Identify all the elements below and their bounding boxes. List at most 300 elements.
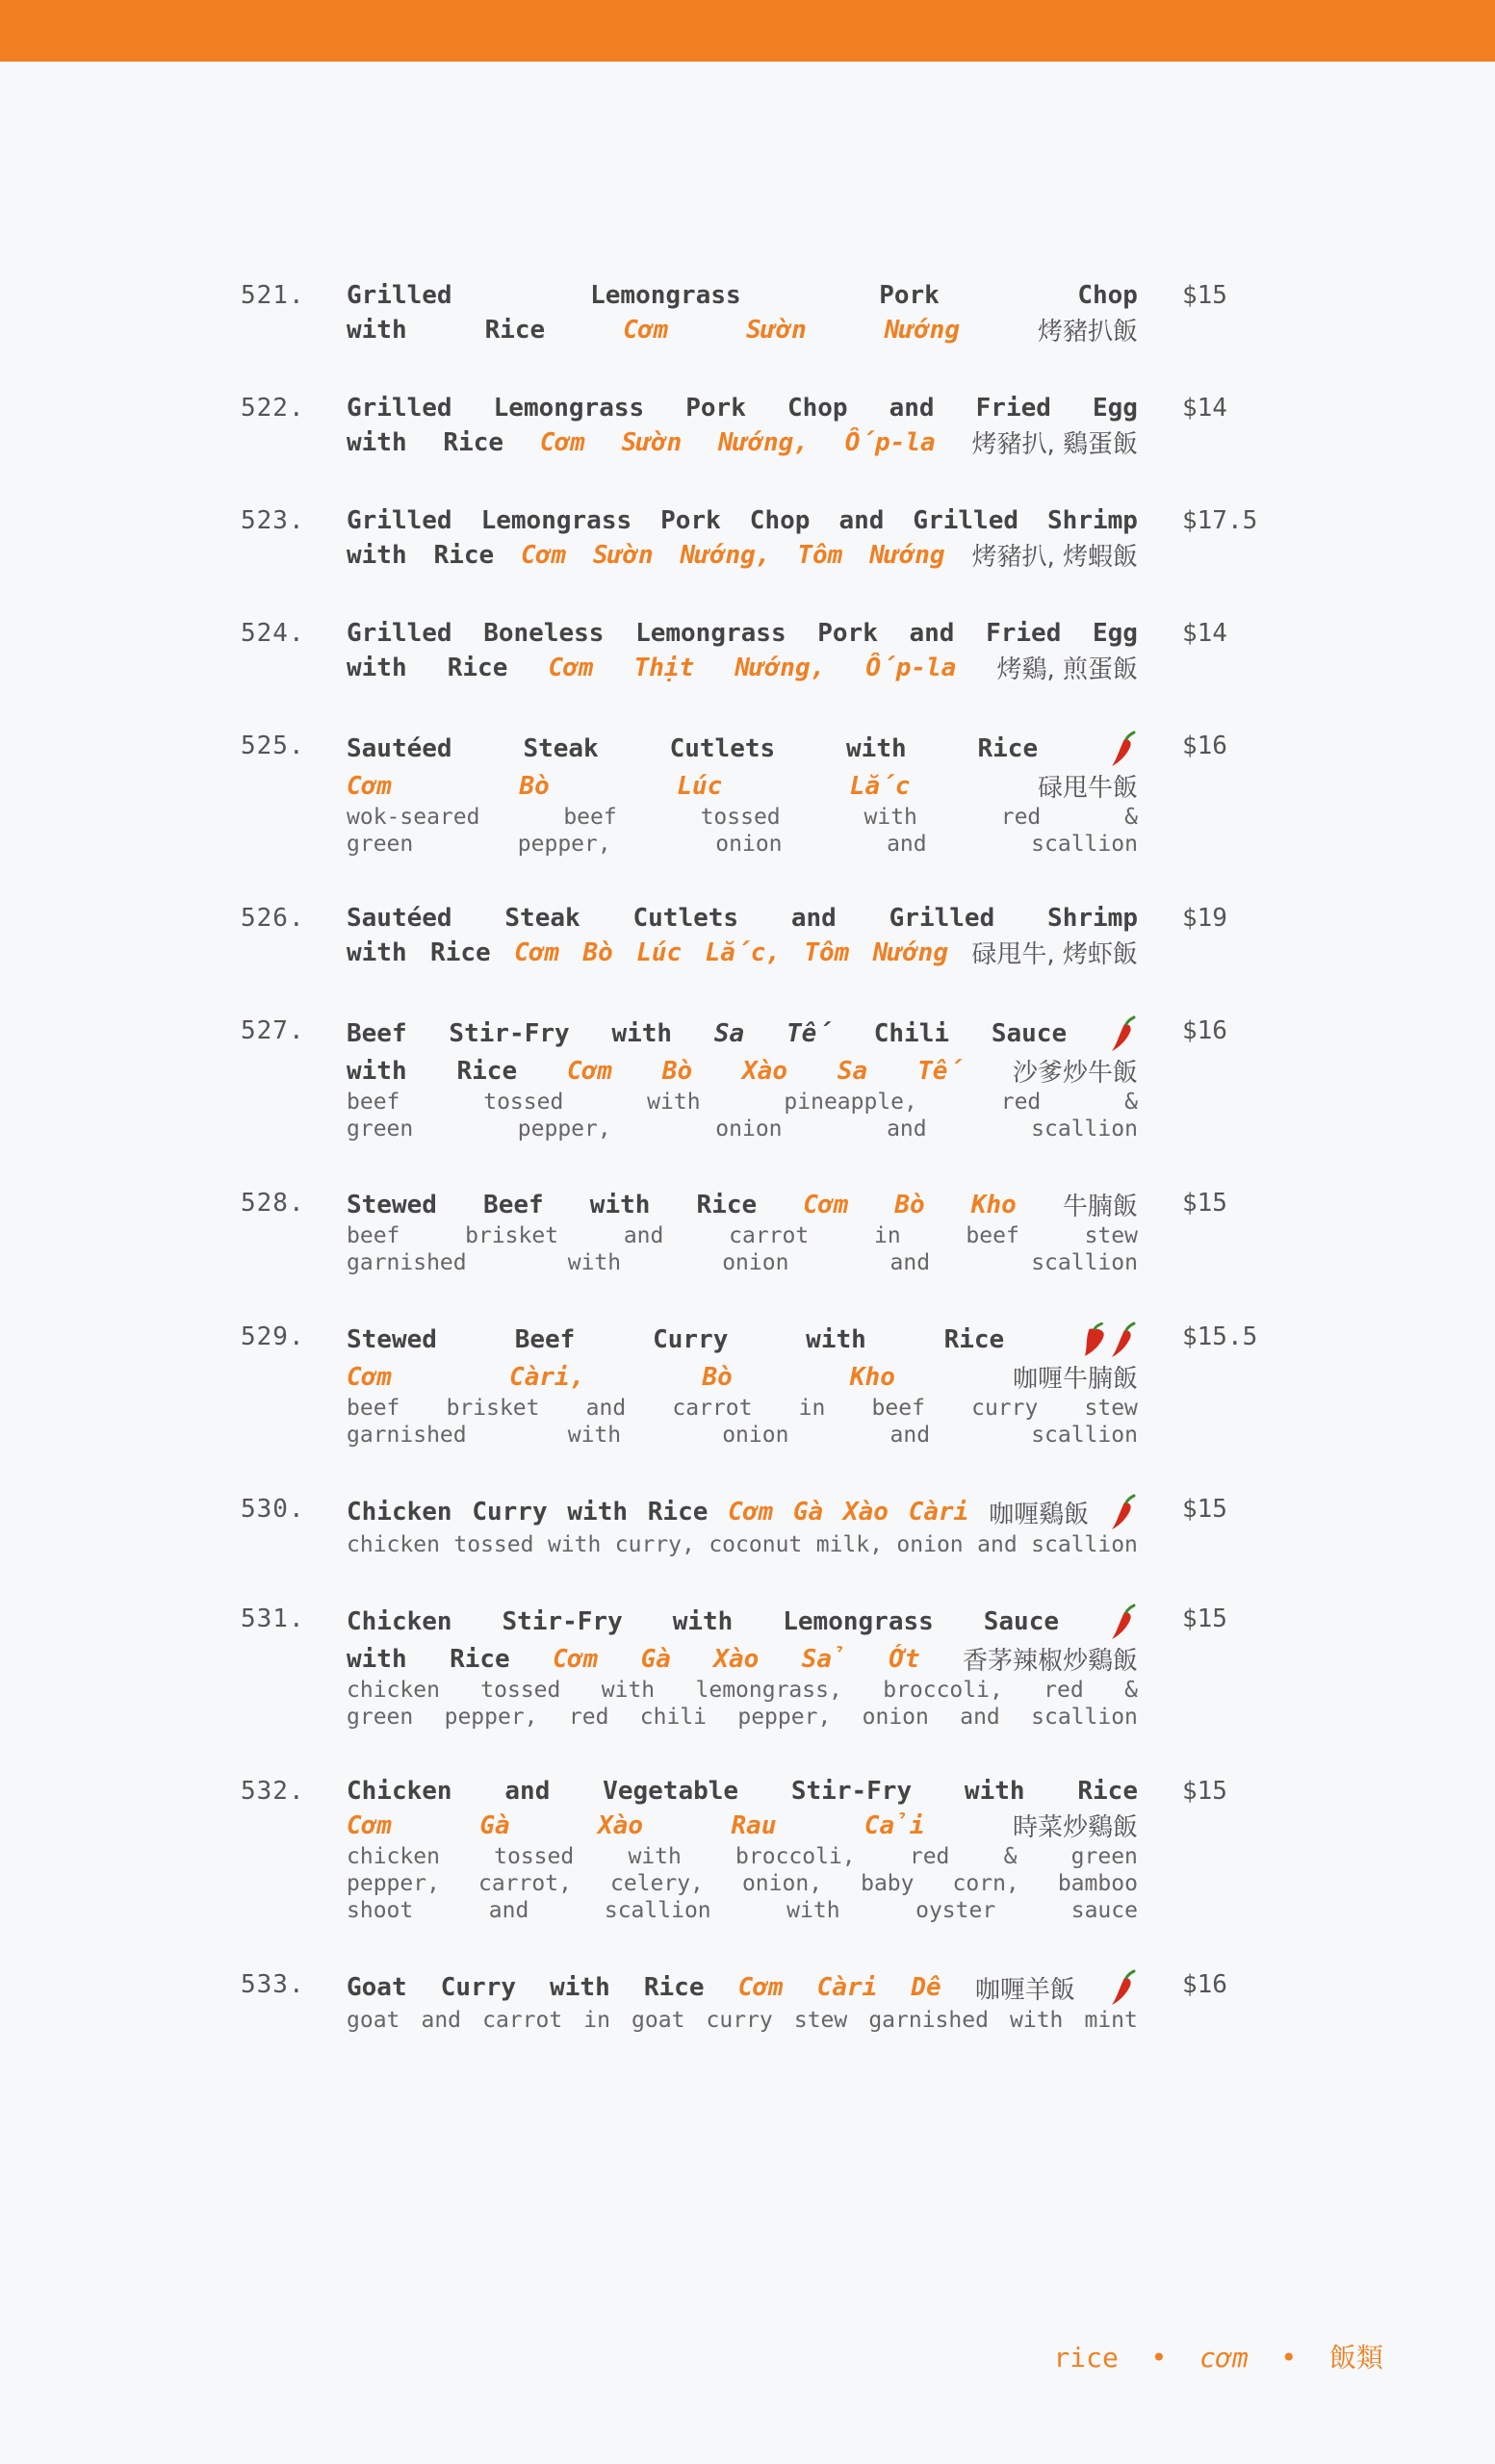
- chinese-name: 咖喱鷄飯: [989, 1500, 1090, 1529]
- item-number: 528.: [241, 1189, 305, 1218]
- english-name-word: Stir-Fry: [449, 1019, 570, 1048]
- chinese-name: 烤鷄, 煎蛋飯: [996, 655, 1138, 684]
- vietnamese-name-word: Càri: [816, 1973, 878, 2002]
- description-word: with: [1010, 2008, 1064, 2033]
- item-price: $15: [1182, 281, 1227, 310]
- description-word: and: [889, 1423, 931, 1448]
- footer-english: rice: [1053, 2342, 1119, 2374]
- description-line: [347, 1870, 1138, 1897]
- item-description: [347, 1843, 1138, 1924]
- description-word: and: [887, 832, 927, 857]
- item-title-line: [347, 537, 1138, 573]
- description-word: garnished: [868, 2008, 989, 2033]
- description-word: beef: [347, 1396, 400, 1421]
- item-body: [347, 279, 1138, 347]
- item-number: 525.: [241, 732, 305, 760]
- description-word: and: [488, 1898, 529, 1923]
- english-name-word: Stir-Fry: [502, 1607, 623, 1636]
- vietnamese-name-word: Cơm: [539, 427, 585, 457]
- english-name-word: Curry: [653, 1325, 729, 1354]
- vietnamese-name-word: Bò: [894, 1190, 925, 1219]
- vietnamese-name-word: Bò: [702, 1362, 733, 1392]
- description-word: scallion: [1031, 1532, 1138, 1557]
- item-title-line: [347, 617, 1138, 650]
- item-body: [347, 504, 1138, 573]
- vietnamese-name-word: Càri: [908, 1498, 969, 1527]
- menu-list: [0, 279, 1495, 2078]
- item-title-line: [347, 935, 1138, 970]
- english-name-word: Boneless: [483, 619, 605, 648]
- vietnamese-name-word: Tôm: [804, 937, 850, 967]
- description-word: stew: [793, 2008, 848, 2033]
- item-body: [347, 1968, 1138, 2034]
- description-word: tossed: [494, 1844, 575, 1869]
- item-title-line: [347, 279, 1138, 312]
- vietnamese-name-word: Rau: [731, 1810, 777, 1840]
- item-description: [347, 2007, 1138, 2034]
- description-word: green: [347, 1705, 414, 1730]
- vietnamese-name-word: Kho: [849, 1362, 895, 1392]
- english-name-word: Rice: [443, 427, 504, 457]
- english-name-word: with: [550, 1973, 610, 2002]
- chili-pepper-icon: [1109, 1321, 1138, 1359]
- vietnamese-name-word: Cơm: [803, 1190, 849, 1219]
- menu-item: [0, 392, 1495, 460]
- menu-item: [0, 730, 1495, 858]
- description-word: scallion: [604, 1898, 711, 1923]
- description-word: &: [1124, 1678, 1138, 1703]
- description-word: broccoli,: [883, 1678, 1003, 1703]
- english-name-word: with: [347, 1644, 407, 1674]
- description-word: onion: [896, 1532, 964, 1557]
- chinese-name: 咖喱牛腩飯: [1012, 1365, 1138, 1394]
- item-number: 532.: [241, 1777, 305, 1806]
- vietnamese-name-word: Cơm: [347, 1362, 392, 1392]
- description-word: chicken: [347, 1844, 440, 1869]
- description-line: [347, 831, 1138, 858]
- chili-icon: [1082, 1321, 1138, 1359]
- description-word: onion,: [741, 1871, 823, 1896]
- chinese-name: 碌甩牛飯: [1037, 774, 1138, 803]
- vietnamese-name-word: Lắc: [849, 771, 911, 801]
- description-word: &: [1124, 1090, 1138, 1115]
- english-name-word: with: [672, 1607, 734, 1636]
- description-line: [347, 1897, 1138, 1924]
- english-name-word: Sautéed: [347, 904, 452, 933]
- english-name-word: Rice: [647, 1498, 709, 1527]
- description-word: coconut: [709, 1532, 803, 1557]
- description-word: stew: [1084, 1223, 1138, 1248]
- top-accent-bar: [0, 0, 1495, 62]
- item-price: $15: [1182, 1777, 1227, 1806]
- description-word: onion: [722, 1250, 789, 1275]
- english-name-word: Tế: [786, 1019, 832, 1048]
- item-price: $14: [1182, 619, 1227, 648]
- menu-item: [0, 1493, 1495, 1558]
- english-name-word: Vegetable: [603, 1777, 739, 1806]
- english-name-word: Rice: [456, 1056, 518, 1086]
- description-word: beef: [563, 805, 617, 830]
- chinese-name: 烤豬扒, 鷄蛋飯: [971, 430, 1138, 459]
- vietnamese-name-word: Dê: [911, 1973, 941, 2002]
- item-description: [347, 1089, 1138, 1142]
- vietnamese-name-word: Nướng: [884, 315, 960, 345]
- vietnamese-name-word: Sa: [837, 1056, 868, 1086]
- english-name-word: Grilled: [347, 506, 452, 535]
- footer-chinese: 飯類: [1328, 2342, 1383, 2374]
- english-name-word: Chicken: [347, 1498, 452, 1527]
- english-name-word: Fried: [975, 394, 1051, 423]
- description-word: onion: [722, 1423, 789, 1448]
- description-line: [347, 1531, 1138, 1558]
- description-word: and: [977, 1532, 1018, 1557]
- description-word: carrot: [482, 2008, 563, 2033]
- description-word: broccoli,: [735, 1844, 856, 1869]
- english-name-word: Chicken: [347, 1777, 452, 1806]
- english-name-word: Stir-Fry: [790, 1777, 913, 1806]
- description-word: and: [421, 2008, 462, 2033]
- menu-item: [0, 617, 1495, 685]
- description-word: wok-seared: [347, 805, 480, 830]
- vietnamese-name-word: Nướng: [869, 540, 945, 570]
- description-word: corn,: [952, 1871, 1019, 1896]
- description-word: &: [1003, 1844, 1018, 1869]
- description-line: [347, 1422, 1138, 1449]
- vietnamese-name-word: Nướng,: [680, 540, 771, 570]
- item-title-line: [347, 650, 1138, 685]
- chinese-name: 時菜炒鷄飯: [1012, 1813, 1138, 1842]
- description-word: carrot: [729, 1223, 810, 1248]
- description-word: pepper,: [737, 1705, 832, 1730]
- description-word: red: [1044, 1678, 1084, 1703]
- item-title-line: [347, 902, 1138, 935]
- vietnamese-name-word: Gà: [479, 1810, 510, 1840]
- vietnamese-name-word: Cơm: [567, 1056, 612, 1086]
- description-word: with: [786, 1898, 840, 1923]
- english-name-word: Pork: [660, 506, 721, 535]
- description-word: curry: [706, 2008, 773, 2033]
- vietnamese-name-word: Nướng,: [735, 653, 826, 682]
- item-number: 529.: [241, 1322, 305, 1351]
- english-name-word: Sauce: [991, 1019, 1068, 1048]
- footer-separator: •: [1150, 2342, 1168, 2374]
- vietnamese-name-word: Ớt: [889, 1644, 920, 1674]
- english-name-word: Rice: [484, 315, 546, 345]
- vietnamese-name-word: Ốp-la: [844, 427, 936, 457]
- description-word: curry,: [614, 1532, 695, 1557]
- description-word: green: [347, 1116, 414, 1142]
- item-title-line: [347, 1493, 1138, 1531]
- description-word: in: [798, 1396, 826, 1421]
- vietnamese-name-word: Xào: [842, 1498, 889, 1527]
- english-name-word: Stewed: [347, 1325, 437, 1354]
- english-name-word: Lemongrass: [493, 394, 645, 423]
- description-word: and: [889, 1250, 931, 1275]
- english-name-word: Chop: [1077, 281, 1138, 310]
- description-word: baby: [861, 1871, 915, 1896]
- item-title-line: [347, 1775, 1138, 1808]
- vietnamese-name-word: Cơm: [548, 653, 594, 682]
- item-price: $15: [1182, 1604, 1227, 1633]
- vietnamese-name-word: Càri,: [509, 1362, 585, 1392]
- english-name-word: Lemongrass: [635, 619, 786, 648]
- description-word: red: [1000, 1090, 1042, 1115]
- english-name-word: Pork: [685, 394, 746, 423]
- description-word: goat: [632, 2008, 685, 2033]
- item-price: $15: [1182, 1189, 1227, 1218]
- english-name-word: Rice: [977, 734, 1039, 763]
- description-word: garnished: [347, 1423, 467, 1448]
- description-word: and: [960, 1705, 1000, 1730]
- description-word: with: [628, 1844, 682, 1869]
- description-word: tossed: [483, 1090, 564, 1115]
- vietnamese-name-word: Sườn: [592, 540, 654, 570]
- description-word: carrot: [672, 1396, 753, 1421]
- description-word: with: [647, 1090, 701, 1115]
- footer-separator: •: [1280, 2342, 1298, 2374]
- english-name-word: Egg: [1092, 619, 1138, 648]
- english-name-word: Shrimp: [1047, 904, 1138, 933]
- description-word: stew: [1084, 1396, 1138, 1421]
- english-name-word: Stewed: [347, 1190, 437, 1219]
- vietnamese-name-word: Cải: [863, 1810, 925, 1840]
- english-name-word: Lemongrass: [480, 506, 632, 535]
- english-name-word: Egg: [1093, 394, 1138, 423]
- vietnamese-name-word: Sườn: [621, 427, 683, 457]
- description-word: beef: [966, 1223, 1019, 1248]
- vietnamese-name-word: Nướng,: [718, 427, 809, 457]
- description-word: lemongrass,: [695, 1678, 842, 1703]
- item-description: [347, 1395, 1138, 1449]
- item-title-line: [347, 504, 1138, 537]
- english-name-word: Grilled: [913, 506, 1018, 535]
- vietnamese-name-word: Xào: [713, 1644, 760, 1674]
- description-line: [347, 1116, 1138, 1142]
- english-name-word: Chili: [873, 1019, 950, 1048]
- english-name-word: with: [347, 937, 407, 967]
- description-word: with: [547, 1532, 602, 1557]
- item-price: $19: [1182, 904, 1227, 933]
- english-name-word: Chicken: [347, 1607, 452, 1636]
- english-name-word: and: [504, 1777, 551, 1806]
- english-name-word: Rice: [450, 1644, 510, 1674]
- chinese-name: 牛腩飯: [1062, 1193, 1138, 1221]
- item-title-line: [347, 1603, 1138, 1641]
- description-word: sauce: [1070, 1898, 1138, 1923]
- description-word: red: [568, 1705, 609, 1730]
- vietnamese-name-word: Sả: [801, 1644, 847, 1674]
- english-name-word: Rice: [696, 1190, 758, 1219]
- description-word: celery,: [609, 1871, 704, 1896]
- item-number: 522.: [241, 394, 305, 423]
- vietnamese-name-word: Xào: [742, 1056, 787, 1086]
- chili-icon: [1109, 1968, 1138, 2007]
- chili-icon: [1109, 1493, 1138, 1531]
- item-body: [347, 1603, 1138, 1731]
- vietnamese-name-word: Cơm: [347, 1810, 392, 1840]
- english-name-word: with: [347, 653, 407, 682]
- english-name-word: Beef: [347, 1019, 407, 1048]
- description-word: red: [909, 1844, 950, 1869]
- chinese-name: 咖喱羊飯: [974, 1975, 1075, 2005]
- english-name-word: Rice: [943, 1325, 1005, 1354]
- item-price: $16: [1182, 732, 1227, 760]
- english-name-word: Beef: [514, 1325, 576, 1354]
- description-word: scallion: [1031, 1423, 1138, 1448]
- item-body: [347, 392, 1138, 460]
- description-word: beef: [347, 1223, 400, 1248]
- english-name-word: Sautéed: [347, 734, 452, 763]
- english-name-word: Rice: [430, 937, 491, 967]
- chinese-name: 沙爹炒牛飯: [1012, 1059, 1138, 1088]
- menu-item: [0, 902, 1495, 970]
- vietnamese-name-word: Gà: [792, 1498, 824, 1527]
- description-word: with: [567, 1250, 622, 1275]
- english-name-word: Curry: [472, 1498, 548, 1527]
- description-word: brisket: [465, 1223, 559, 1248]
- english-name-word: with: [567, 1498, 629, 1527]
- description-word: pepper,: [347, 1871, 440, 1896]
- english-name-word: Rice: [643, 1973, 705, 2002]
- english-name-word: with: [846, 734, 907, 763]
- english-name-word: Rice: [433, 540, 495, 570]
- chinese-name: 烤豬扒飯: [1037, 318, 1138, 346]
- description-word: green: [1070, 1844, 1138, 1869]
- description-word: pepper,: [444, 1705, 538, 1730]
- item-title-line: [347, 1968, 1138, 2007]
- description-word: pepper,: [517, 832, 611, 857]
- description-word: onion: [715, 832, 783, 857]
- english-name-word: and: [889, 394, 935, 423]
- english-name-word: and: [838, 506, 885, 535]
- item-number: 521.: [241, 281, 305, 310]
- menu-item: [0, 1775, 1495, 1924]
- chili-icon: [1109, 1603, 1138, 1641]
- item-price: $14: [1182, 394, 1227, 423]
- item-title-line: [347, 1641, 1138, 1677]
- chili-pepper-icon: [1109, 1014, 1138, 1053]
- item-body: [347, 1187, 1138, 1276]
- english-name-word: Curry: [440, 1973, 517, 2002]
- item-title-line: [347, 1359, 1138, 1395]
- item-number: 523.: [241, 506, 305, 535]
- item-body: [347, 1493, 1138, 1558]
- description-word: green: [347, 832, 414, 857]
- vietnamese-name-word: Cơm: [514, 937, 560, 967]
- item-body: [347, 1321, 1138, 1449]
- description-word: tossed: [480, 1678, 561, 1703]
- description-word: bamboo: [1057, 1871, 1138, 1896]
- item-description: [347, 1677, 1138, 1731]
- vietnamese-name-word: Cơm: [521, 540, 567, 570]
- description-word: carrot,: [477, 1871, 572, 1896]
- description-line: [347, 1677, 1138, 1704]
- menu-item: [0, 1014, 1495, 1142]
- english-name-word: Rice: [1077, 1777, 1138, 1806]
- english-name-word: Sauce: [983, 1607, 1060, 1636]
- english-name-word: with: [347, 315, 407, 345]
- description-word: mint: [1084, 2008, 1138, 2033]
- vietnamese-name-word: Lắc,: [705, 937, 781, 967]
- menu-item: [0, 504, 1495, 573]
- description-word: onion: [715, 1116, 783, 1142]
- description-word: chicken: [347, 1532, 440, 1557]
- vietnamese-name-word: Gà: [640, 1644, 671, 1674]
- item-price: $16: [1182, 1970, 1227, 1999]
- description-word: beef: [871, 1396, 925, 1421]
- item-price: $17.5: [1182, 506, 1258, 535]
- vietnamese-name-word: Lúc: [636, 937, 683, 967]
- description-word: and: [623, 1223, 664, 1248]
- vietnamese-name-word: Ốp-la: [865, 653, 957, 682]
- description-word: tossed: [453, 1532, 534, 1557]
- description-word: scallion: [1031, 832, 1138, 857]
- item-body: [347, 730, 1138, 858]
- english-name-word: Shrimp: [1047, 506, 1138, 535]
- item-number: 524.: [241, 619, 305, 648]
- description-line: [347, 1222, 1138, 1249]
- description-word: &: [1124, 805, 1138, 830]
- description-word: with: [601, 1678, 656, 1703]
- english-name-word: and: [790, 904, 837, 933]
- chili-pepper-icon: [1109, 730, 1138, 768]
- item-number: 526.: [241, 904, 305, 933]
- english-name-word: Chop: [786, 394, 848, 423]
- description-line: [347, 1843, 1138, 1870]
- vietnamese-name-word: Lúc: [677, 771, 723, 801]
- item-body: [347, 1014, 1138, 1142]
- english-name-word: Grilled: [347, 619, 452, 648]
- description-word: scallion: [1031, 1705, 1138, 1730]
- menu-item: [0, 1187, 1495, 1276]
- item-title-line: [347, 1053, 1138, 1089]
- vietnamese-name-word: Cơm: [623, 315, 669, 345]
- description-word: onion: [862, 1705, 929, 1730]
- english-name-word: Steak: [523, 734, 599, 763]
- item-number: 527.: [241, 1016, 305, 1045]
- description-word: goat: [347, 2008, 400, 2033]
- english-name-word: Lemongrass: [783, 1607, 934, 1636]
- description-word: pineapple,: [784, 1090, 917, 1115]
- english-name-word: Grilled: [889, 904, 995, 933]
- description-word: with: [567, 1423, 622, 1448]
- vietnamese-name-word: Bò: [661, 1056, 693, 1086]
- english-name-word: Chop: [749, 506, 811, 535]
- vietnamese-name-word: Cơm: [553, 1644, 599, 1674]
- item-number: 530.: [241, 1495, 305, 1524]
- item-title-line: [347, 730, 1138, 768]
- description-word: curry: [971, 1396, 1039, 1421]
- description-word: red: [1000, 805, 1042, 830]
- menu-item: [0, 1603, 1495, 1731]
- item-title-line: [347, 1808, 1138, 1843]
- chili-pepper-icon: [1109, 1493, 1138, 1531]
- english-name-word: with: [347, 540, 407, 570]
- item-title-line: [347, 1187, 1138, 1222]
- description-word: milk,: [815, 1532, 883, 1557]
- item-description: [347, 1531, 1138, 1558]
- description-word: scallion: [1031, 1116, 1138, 1142]
- vietnamese-name-word: Bò: [582, 937, 613, 967]
- vietnamese-name-word: Cơm: [728, 1498, 774, 1527]
- chili-pepper-icon: [1109, 1968, 1138, 2007]
- english-name-word: Grilled: [347, 281, 452, 310]
- item-price: $15.5: [1182, 1322, 1258, 1351]
- english-name-word: with: [964, 1777, 1025, 1806]
- english-name-word: Sa: [713, 1019, 745, 1048]
- item-title-line: [347, 424, 1138, 460]
- item-number: 533.: [241, 1970, 305, 1999]
